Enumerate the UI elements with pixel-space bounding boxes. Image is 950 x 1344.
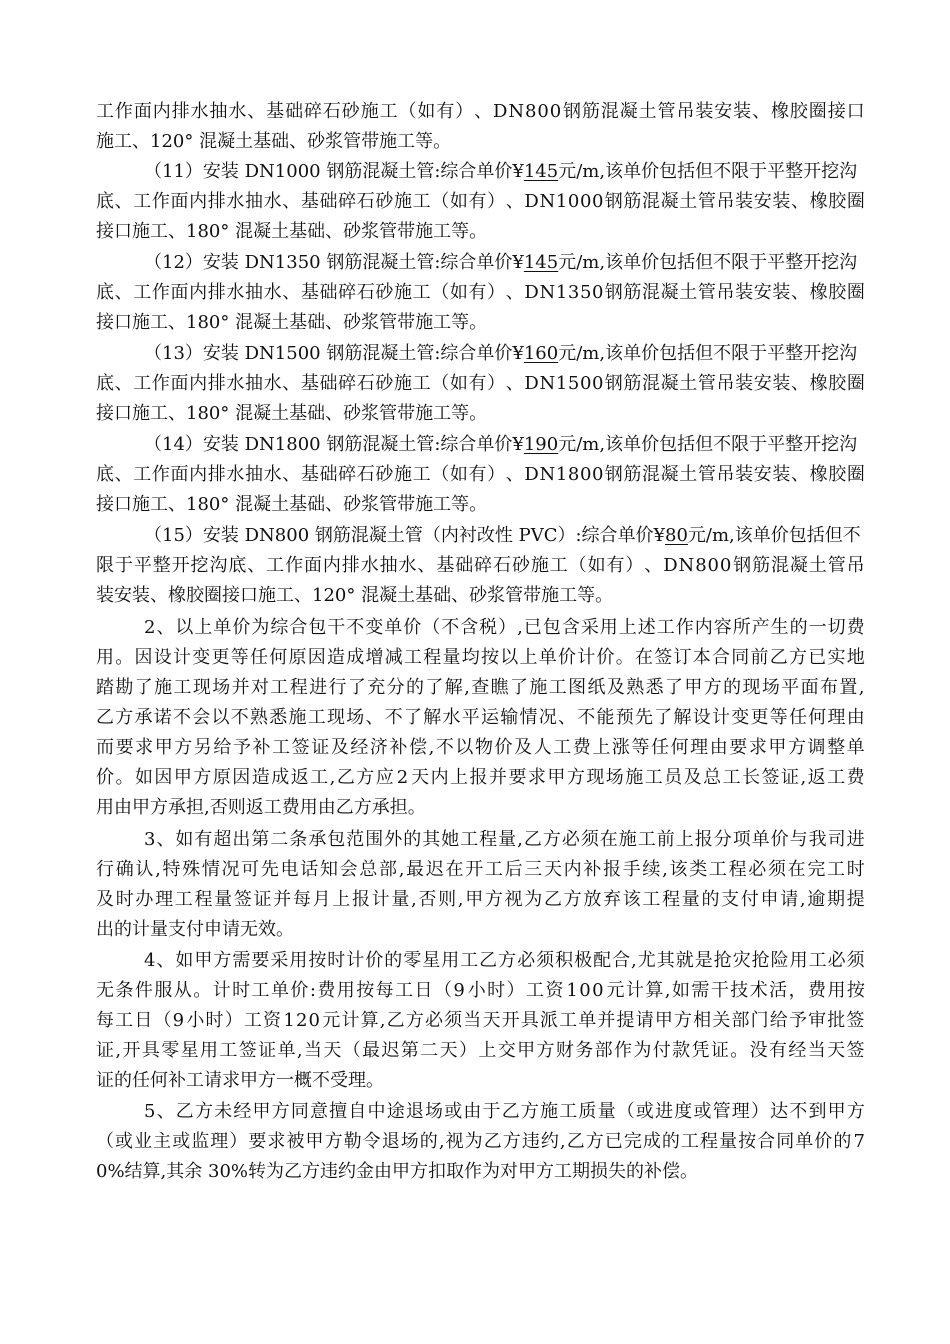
text-line: 2 、 以 上 单 价 为 综 合 包 干 不 变 单 价 （ 不 含 税 ） , 已 包 含 采 用 上 述 工 作 内 容 所 产 生 的 一 切 费	[144, 617, 865, 638]
item-12-price: 145	[523, 252, 559, 273]
item-11	[96, 157, 865, 247]
item-13-tail: 元/m,该单价包括但不限于平整开挖沟	[558, 343, 858, 364]
text-line: 工 作 面 内 排 水 抽 水 、 基 础 碎 石 砂 施 工 （ 如 有 ） 、 D N 8 0 0 钢 筋 混 凝 土 管 吊 装 安 装 、 橡 胶 圈 接 口	[96, 101, 865, 122]
text-line: 接口施工、180° 混凝土基础、砂浆管带施工等。	[96, 494, 488, 515]
text-line: 底 、 工 作 面 内 排 水 抽 水 、 基 础 碎 石 砂 施 工 （ 如 有 ） 、 D N 1 3 5 0 钢 筋 混 凝 土 管 吊 装 安 装 、 橡 胶 圈	[96, 282, 865, 303]
item-11-lead: （11）安装 DN1000 钢筋混凝土管:综合单价¥	[144, 161, 524, 182]
text-line: 0%结算,其余 30%转为乙方违约金由甲方扣取作为对甲方工期损失的补偿。	[96, 1161, 699, 1182]
text-line: 施工、120° 混凝土基础、砂浆管带施工等。	[96, 131, 452, 152]
item-14-price: 190	[523, 434, 559, 455]
item-13-lead: （13）安装 DN1500 钢筋混凝土管:综合单价¥	[144, 343, 524, 364]
clause-2	[96, 613, 865, 823]
text-line: 底 、 工 作 面 内 排 水 抽 水 、 基 础 碎 石 砂 施 工 （ 如 有 ） 、 D N 1 0 0 0 钢 筋 混 凝 土 管 吊 装 安 装 、 橡 胶 圈	[96, 191, 865, 212]
item-14-first-line	[96, 430, 865, 460]
item-12-tail: 元/m,该单价包括但不限于平整开挖沟	[558, 252, 858, 273]
text-line: 用 。 因 设 计 变 更 等 任 何 原 因 造 成 增 减 工 程 量 均 按 以 上 单 价 计 价 。 在 签 订 本 合 同 前 乙 方 已 实 地	[96, 647, 865, 668]
clause-5	[96, 1097, 865, 1187]
text-line: 4 、 如 甲 方 需 要 采 用 按 时 计 价 的 零 星 用 工 乙 方 必 须 积 极 配 合 , 尤 其 就 是 抢 灾 抢 险 用 工 必 须	[144, 950, 865, 971]
item-12-lead: （12）安装 DN1350 钢筋混凝土管:综合单价¥	[144, 252, 524, 273]
text-line: 无 条 件 服 从 。 计 时 工 单 价 : 费 用 按 每 工 日 （ 9 小 时 ） 工 资 1 0 0 元 计 算 , 如 需 干 技 术 活 ， 费 用 按	[96, 980, 865, 1001]
text-line: 装安装、橡胶圈接口施工、120° 混凝土基础、砂浆管带施工等。	[96, 585, 614, 606]
clause-4	[96, 946, 865, 1096]
text-line: 底 、 工 作 面 内 排 水 抽 水 、 基 础 碎 石 砂 施 工 （ 如 有 ） 、 D N 1 8 0 0 钢 筋 混 凝 土 管 吊 装 安 装 、 橡 胶 圈	[96, 464, 865, 485]
item-12-first-line	[96, 248, 865, 278]
item-11-first-line	[96, 157, 865, 187]
item-11-price: 145	[523, 161, 559, 182]
text-line: 行 确 认 , 特 殊 情 况 可 先 电 话 知 会 总 部 , 最 迟 在 开 工 后 三 天 内 补 报 手 续 , 该 类 工 程 必 须 在 完 工 时	[96, 859, 865, 880]
text-line: 证的任何补工请求甲方一概不受理。	[96, 1070, 384, 1091]
text-line: 乙 方 承 诺 不 会 以 不 熟 悉 施 工 现 场 、 不 了 解 水 平 运 输 情 况 、 不 能 预 先 了 解 设 计 变 更 等 任 何 理 由	[96, 707, 865, 728]
text-line: 底 、 工 作 面 内 排 水 抽 水 、 基 础 碎 石 砂 施 工 （ 如 有 ） 、 D N 1 5 0 0 钢 筋 混 凝 土 管 吊 装 安 装 、 橡 胶 圈	[96, 373, 865, 394]
text-line: （ 或 业 主 或 监 理 ） 要 求 被 甲 方 勒 令 退 场 的 , 视 为 乙 方 违 约 , 乙 方 已 完 成 的 工 程 量 按 合 同 单 价 的 7	[96, 1131, 865, 1152]
text-line: 接口施工、180° 混凝土基础、砂浆管带施工等。	[96, 312, 488, 333]
text-line: 证 , 开 具 零 星 用 工 签 证 单 , 当 天 （ 最 迟 第 二 天 ） 上 交 甲 方 财 务 部 作 为 付 款 凭 证 。 没 有 经 当 天 签	[96, 1040, 865, 1061]
text-line: 3 、 如 有 超 出 第 二 条 承 包 范 围 外 的 其 她 工 程 量 , 乙 方 必 须 在 施 工 前 上 报 分 项 单 价 与 我 司 进	[144, 829, 865, 850]
text-line: 而 要 求 甲 方 另 给 予 补 工 签 证 及 经 济 补 偿 , 不 以 物 价 及 人 工 费 上 涨 等 任 何 理 由 要 求 甲 方 调 整 单	[96, 737, 865, 758]
item-11-tail: 元/m,该单价包括但不限于平整开挖沟	[558, 161, 858, 182]
text-line: 限 于 平 整 开 挖 沟 底 、 工 作 面 内 排 水 抽 水 、 基 础 碎 石 砂 施 工 （ 如 有 ） 、 D N 8 0 0 钢 筋 混 凝 土 管 吊	[96, 555, 865, 576]
text-line: 5 、 乙 方 未 经 甲 方 同 意 擅 自 中 途 退 场 或 由 于 乙 方 施 工 质 量 （ 或 进 度 或 管 理 ） 达 不 到 甲 方	[144, 1101, 865, 1122]
item-12	[96, 248, 865, 338]
text-line: 出的计量支付申请无效。	[96, 919, 294, 940]
item-15	[96, 521, 865, 611]
item-13-price: 160	[523, 343, 559, 364]
clause-3	[96, 825, 865, 945]
text-line: 每 工 日 （ 9 小 时 ） 工 资 1 2 0 元 计 算 , 乙 方 必 须 当 天 开 具 派 工 单 并 提 请 甲 方 相 关 部 门 给 予 审 批 签	[96, 1010, 865, 1031]
item-14-tail: 元/m,该单价包括但不限于平整开挖沟	[558, 434, 858, 455]
item-14	[96, 430, 865, 520]
item-15-first-line	[96, 521, 865, 551]
item-13	[96, 339, 865, 429]
text-line: 价 。 如 因 甲 方 原 因 造 成 返 工 , 乙 方 应 2 天 内 上 报 并 要 求 甲 方 现 场 施 工 员 及 总 工 长 签 证 , 返 工 费	[96, 767, 865, 788]
item-15-price: 80	[665, 525, 688, 546]
item-15-tail: 元/m,该单价包括但不	[687, 525, 861, 546]
text-line: 接口施工、180° 混凝土基础、砂浆管带施工等。	[96, 221, 488, 242]
text-line: 踏 勘 了 施 工 现 场 并 对 工 程 进 行 了 充 分 的 了 解 , 查 瞧 了 施 工 图 纸 及 熟 悉 了 甲 方 的 现 场 平 面 布 置 ,	[96, 677, 865, 698]
item-10-continuation	[96, 97, 865, 157]
text-line: 用由甲方承担,否则返工费用由乙方承担。	[96, 797, 426, 818]
text-line: 及 时 办 理 工 程 量 签 证 并 每 月 上 报 计 量 , 否 则 , 甲 方 视 为 乙 方 放 弃 该 工 程 量 的 支 付 申 请 , 逾 期 提	[96, 889, 865, 910]
item-13-first-line	[96, 339, 865, 369]
text-line: 接口施工、180° 混凝土基础、砂浆管带施工等。	[96, 403, 488, 424]
item-14-lead: （14）安装 DN1800 钢筋混凝土管:综合单价¥	[144, 434, 524, 455]
item-15-lead: （15）安装 DN800 钢筋混凝土管（内衬改性 PVC）:综合单价¥	[144, 525, 666, 546]
